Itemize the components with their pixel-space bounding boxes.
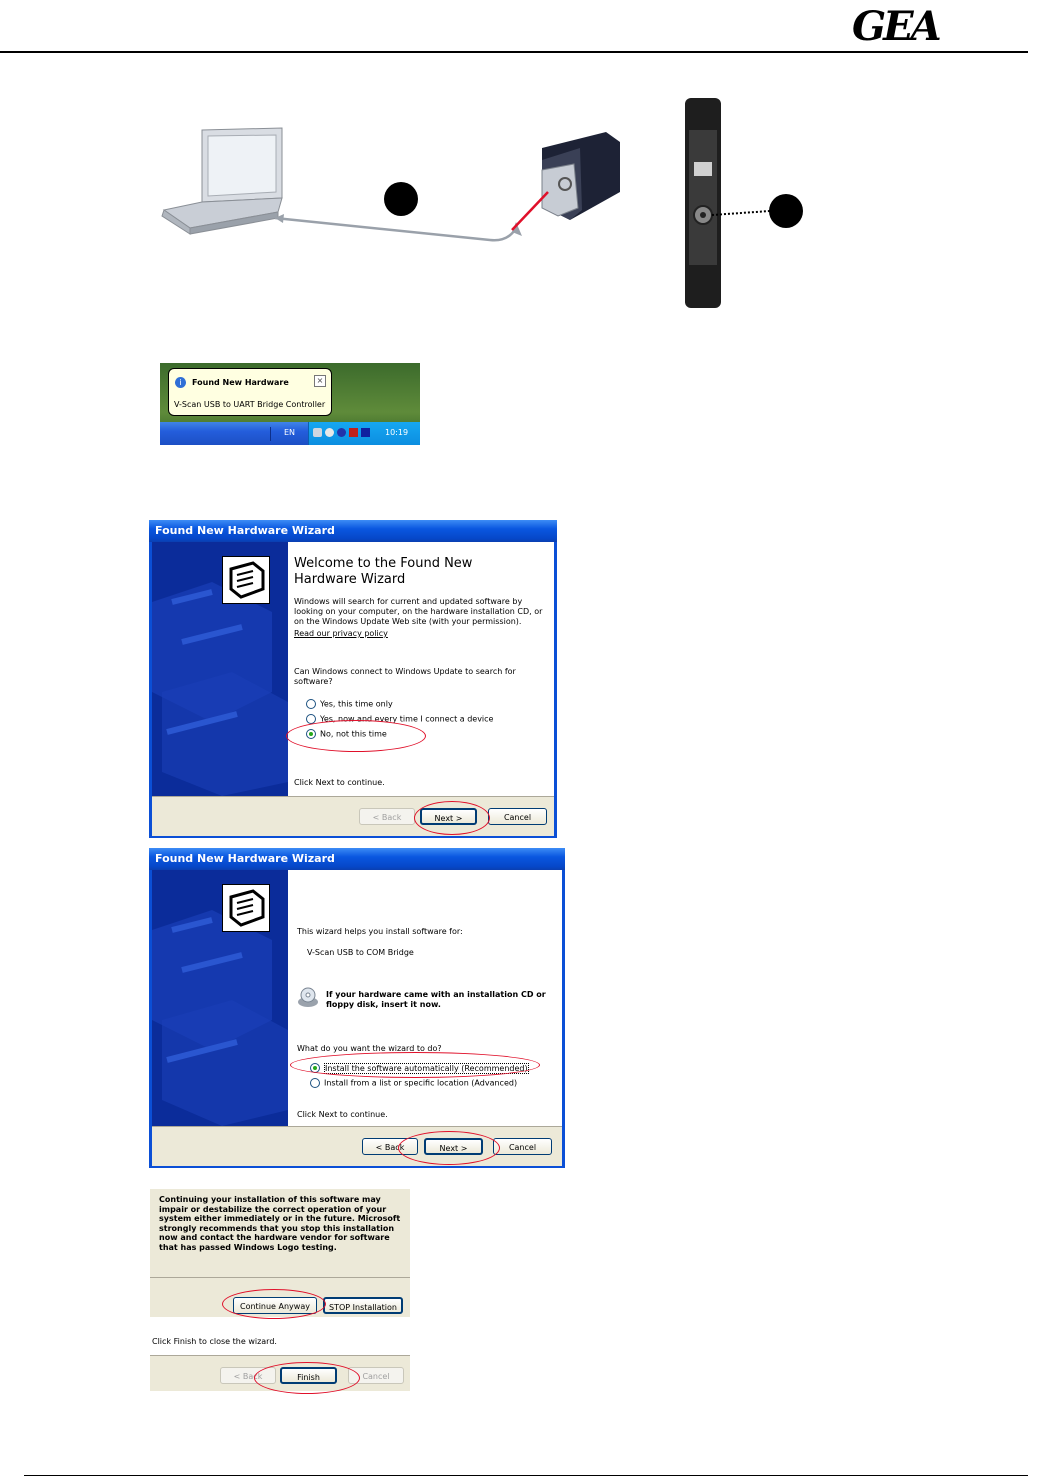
wizard-side-graphic — [152, 870, 288, 1126]
finish-text: Click Finish to close the wizard. — [152, 1337, 277, 1346]
vscan-probe-illustration — [685, 98, 770, 308]
language-indicator[interactable]: EN — [284, 428, 296, 437]
wizard-content — [288, 542, 554, 796]
cancel-button[interactable]: Cancel — [488, 808, 547, 825]
cd-icon — [297, 986, 319, 1008]
stop-installation-button[interactable]: STOP Installation — [323, 1297, 403, 1314]
app-tray-icon[interactable] — [361, 428, 370, 437]
device-name: V-Scan USB to COM Bridge — [307, 948, 414, 957]
highlight-ellipse — [254, 1362, 360, 1394]
usb-cable — [275, 218, 516, 240]
logo-text: GEA — [852, 3, 939, 46]
cancel-button[interactable]: Cancel — [348, 1367, 404, 1384]
balloon-tooltip[interactable] — [168, 368, 332, 416]
window-title[interactable]: Found New Hardware Wizard — [149, 520, 557, 542]
next-button[interactable]: Next > — [424, 1138, 483, 1155]
step-marker-2 — [769, 194, 803, 228]
footer-rule — [24, 1475, 1028, 1476]
highlight-ellipse — [290, 1052, 540, 1078]
highlight-ellipse — [286, 720, 426, 752]
ir-adapter-illustration — [512, 132, 620, 230]
radio-button[interactable] — [306, 699, 316, 709]
question-text: What do you want the wizard to do? — [297, 1044, 442, 1053]
intro-text: This wizard helps you install software for: — [297, 927, 463, 936]
usb-icon[interactable] — [313, 428, 322, 437]
button-bar — [152, 796, 554, 836]
connection-diagram — [150, 90, 870, 315]
back-button[interactable]: < Back — [220, 1367, 276, 1384]
back-button[interactable]: < Back — [362, 1138, 418, 1155]
taskbar-notification-screenshot — [160, 363, 420, 445]
back-button[interactable]: < Back — [359, 808, 415, 825]
wizard-heading: Welcome to the Found New Hardware Wizard — [294, 556, 473, 587]
radio-option-3[interactable]: No, not this time — [306, 729, 387, 739]
footer-text: Click Next to continue. — [294, 778, 385, 787]
radio-button[interactable] — [310, 1078, 320, 1088]
radio-option-advanced[interactable]: Install from a list or specific location (Advanced) — [310, 1078, 517, 1088]
system-tray — [308, 422, 420, 445]
highlight-ellipse — [398, 1131, 500, 1165]
continue-anyway-button[interactable]: Continue Anyway — [233, 1297, 317, 1314]
balloon-title: Found New Hardware — [192, 378, 289, 387]
question-text: Can Windows connect to Windows Update to search for software? — [294, 667, 516, 686]
intro-text: Windows will search for current and updated software by looking on your computer, on the hardware installation CD, or on the Windows Update Web site (with your permission). — [294, 597, 543, 626]
wizard-window-welcome — [149, 520, 557, 838]
gea-logo — [850, 2, 978, 46]
network-icon[interactable] — [337, 428, 346, 437]
info-icon: i — [175, 377, 186, 388]
radio-option-1[interactable]: Yes, this time only — [306, 699, 393, 709]
wizard-side-graphic — [152, 542, 288, 796]
security-icon[interactable] — [349, 428, 358, 437]
cancel-button[interactable]: Cancel — [493, 1138, 552, 1155]
header-rule — [0, 51, 1028, 53]
balloon-message: V-Scan USB to UART Bridge Controller — [174, 400, 326, 409]
finish-button[interactable]: Finish — [280, 1367, 337, 1384]
button-bar — [152, 1126, 562, 1166]
clock: 10:19 — [385, 428, 409, 437]
radio-option-auto[interactable]: Install the software automatically (Recommended) — [310, 1063, 529, 1073]
wizard-content — [288, 870, 562, 1126]
radio-option-2[interactable]: Yes, now and every time I connect a device — [306, 714, 493, 724]
privacy-link[interactable]: Read our privacy policy — [294, 629, 388, 638]
laptop-illustration — [162, 128, 282, 234]
window-title[interactable]: Found New Hardware Wizard — [149, 848, 565, 870]
taskbar — [160, 422, 420, 445]
footer-text: Click Next to continue. — [297, 1110, 388, 1119]
warning-text: Continuing your installation of this software may impair or destabilize the correct operation of your system either immediately or in the future. Microsoft strongly recommends that you stop this installation now and contact the hardware vendor for software that has passed Windows Logo testing. — [159, 1195, 401, 1252]
cd-note: If your hardware came with an installation CD or floppy disk, insert it now. — [326, 990, 546, 1009]
next-button[interactable]: Next > — [420, 808, 477, 825]
highlight-ellipse — [222, 1289, 326, 1319]
speaker-icon[interactable] — [325, 428, 334, 437]
step-marker-1 — [384, 182, 418, 216]
highlight-ellipse — [414, 801, 490, 835]
hardware-icon — [222, 556, 270, 604]
wizard-window-install — [149, 848, 565, 1168]
close-icon[interactable]: × — [314, 375, 326, 387]
hardware-icon — [222, 884, 270, 932]
